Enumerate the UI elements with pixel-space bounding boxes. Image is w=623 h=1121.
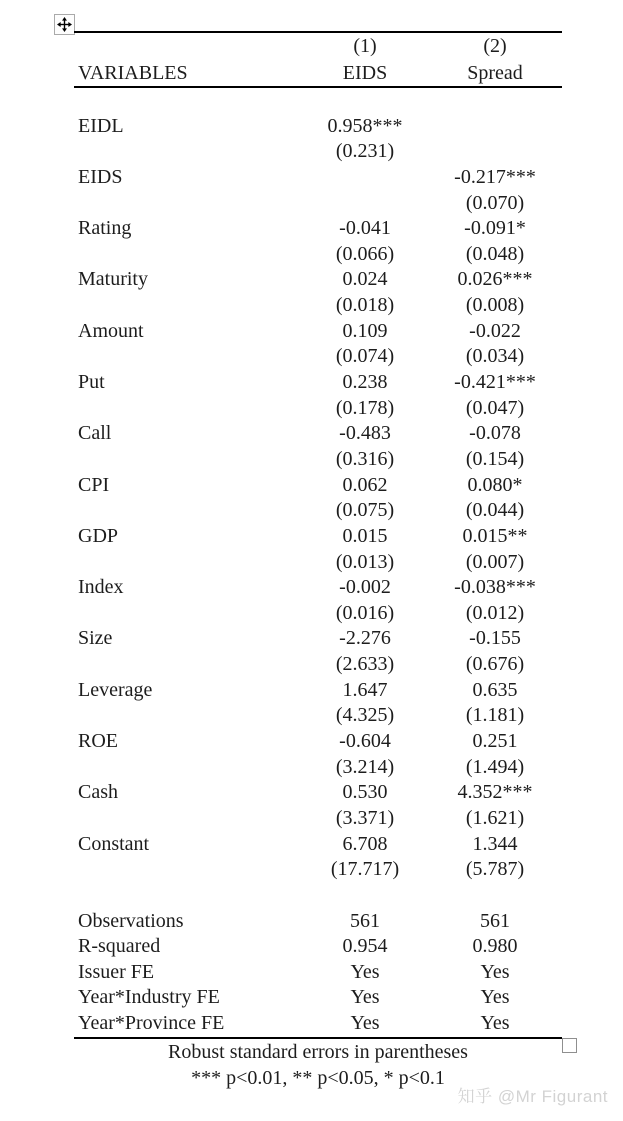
table-move-handle[interactable] xyxy=(54,14,75,35)
col1-value: (3.371) xyxy=(335,806,395,829)
variable-label: CPI xyxy=(78,473,110,496)
variable-label xyxy=(74,88,286,114)
col2-value: Yes xyxy=(480,986,510,1009)
col1-value: 0.954 xyxy=(342,935,388,958)
col1-value: 0.109 xyxy=(342,319,388,342)
variable-label: Observations xyxy=(78,909,184,932)
col1-value: Yes xyxy=(350,960,380,983)
col2-value xyxy=(444,139,546,165)
table-row xyxy=(74,191,562,217)
col1-value: -0.041 xyxy=(339,217,391,240)
variable-label: Maturity xyxy=(78,268,148,291)
col1-value: (0.075) xyxy=(335,499,395,522)
variable-label xyxy=(74,139,286,165)
table-row xyxy=(74,165,562,191)
col2-value xyxy=(444,114,546,140)
col1-value xyxy=(286,883,444,909)
col1-value: (2.633) xyxy=(335,653,395,676)
col1-value: 0.062 xyxy=(342,473,388,496)
variable-label: EIDL xyxy=(78,114,124,137)
table-row xyxy=(74,883,562,909)
variable-label xyxy=(74,883,286,909)
variable-label: Rating xyxy=(78,217,132,240)
col2-value xyxy=(444,88,546,114)
col2-value: 4.352*** xyxy=(457,781,533,804)
col2-value xyxy=(444,883,546,909)
col2-value: (0.044) xyxy=(465,499,525,522)
col1-value xyxy=(286,165,444,191)
variable-label xyxy=(74,703,286,729)
variable-label xyxy=(74,652,286,678)
col2-value: -0.155 xyxy=(469,627,521,650)
variable-label xyxy=(74,396,286,422)
variable-label xyxy=(74,550,286,576)
col1-value xyxy=(286,88,444,114)
table-row xyxy=(74,370,562,396)
table-row xyxy=(74,550,562,576)
table-row xyxy=(74,703,562,729)
col2-value: (5.787) xyxy=(465,858,525,881)
variable-label: ROE xyxy=(78,730,118,753)
table-body xyxy=(74,88,562,1037)
table-row xyxy=(74,1011,562,1037)
variable-label: Year*Province FE xyxy=(78,1012,225,1035)
variable-label: Call xyxy=(78,422,112,445)
col1-value: Yes xyxy=(350,986,380,1009)
col1-value: -0.604 xyxy=(339,730,391,753)
table-row xyxy=(74,652,562,678)
table-row xyxy=(74,498,562,524)
col1-value: 0.958*** xyxy=(327,114,403,137)
col1-value: (0.316) xyxy=(335,447,395,470)
col1-value: 1.647 xyxy=(342,678,388,701)
col2-value: Yes xyxy=(480,1012,510,1035)
col2-value: (1.621) xyxy=(465,806,525,829)
variable-label: Amount xyxy=(78,319,144,342)
table-row xyxy=(74,678,562,704)
table-row xyxy=(74,601,562,627)
variable-label: GDP xyxy=(78,524,119,547)
col2-value: Yes xyxy=(480,960,510,983)
col1-value: 0.238 xyxy=(342,371,388,394)
variable-label xyxy=(74,293,286,319)
note-standard-errors: Robust standard errors in parentheses xyxy=(168,1040,468,1063)
variable-label: EIDS xyxy=(78,165,123,188)
col2-value: (0.048) xyxy=(465,242,525,265)
table-row xyxy=(74,729,562,755)
col2-value: (0.008) xyxy=(465,294,525,317)
col2-value: 0.251 xyxy=(472,730,518,753)
table-row xyxy=(74,780,562,806)
variable-label xyxy=(74,344,286,370)
col1-value: (17.717) xyxy=(330,858,400,881)
table-row xyxy=(74,216,562,242)
table-row xyxy=(74,396,562,422)
col1-value: 6.708 xyxy=(342,832,388,855)
table-row xyxy=(74,909,562,935)
col1-value: (0.066) xyxy=(335,242,395,265)
col1-value: 0.024 xyxy=(342,268,388,291)
column-1-name: EIDS xyxy=(342,61,388,84)
regression-table xyxy=(74,31,562,1091)
col1-value xyxy=(286,191,444,217)
variable-label xyxy=(74,755,286,781)
col1-value: 0.015 xyxy=(342,524,388,547)
table-row xyxy=(74,934,562,960)
col1-value: -0.002 xyxy=(339,576,391,599)
table-row xyxy=(74,832,562,858)
table-row xyxy=(74,344,562,370)
col2-value: 0.080* xyxy=(467,473,523,496)
variable-label xyxy=(74,191,286,217)
col1-value: (0.016) xyxy=(335,601,395,624)
table-row xyxy=(74,447,562,473)
column-2-name: Spread xyxy=(467,61,523,84)
col2-value: -0.038*** xyxy=(454,576,536,599)
table-row xyxy=(74,806,562,832)
col2-value: 0.980 xyxy=(472,935,518,958)
col2-value: -0.022 xyxy=(469,319,521,342)
col2-value: (0.034) xyxy=(465,345,525,368)
table-row xyxy=(74,267,562,293)
table-row xyxy=(74,960,562,986)
variable-label: Leverage xyxy=(78,678,153,701)
table-row xyxy=(74,88,562,114)
table-row xyxy=(74,985,562,1011)
variable-label: Issuer FE xyxy=(78,960,155,983)
variable-label xyxy=(74,806,286,832)
variable-label xyxy=(74,447,286,473)
table-row xyxy=(74,242,562,268)
col2-value: 0.015** xyxy=(462,524,528,547)
variable-label: Index xyxy=(78,576,124,599)
variable-label: R-squared xyxy=(78,935,161,958)
col2-value: (0.154) xyxy=(465,447,525,470)
col1-value: (4.325) xyxy=(335,704,395,727)
col2-value: 1.344 xyxy=(472,832,518,855)
col2-value: -0.217*** xyxy=(454,165,536,188)
table-row xyxy=(74,421,562,447)
table-row xyxy=(74,139,562,165)
col2-value: -0.091* xyxy=(464,217,526,240)
table-row xyxy=(74,857,562,883)
variable-label: Constant xyxy=(78,832,150,855)
col2-value: -0.421*** xyxy=(454,371,536,394)
table-row xyxy=(74,575,562,601)
variables-header: VARIABLES xyxy=(78,61,188,84)
column-1-number: (1) xyxy=(353,35,377,57)
col1-value: (3.214) xyxy=(335,755,395,778)
col2-value: 0.635 xyxy=(472,678,518,701)
col1-value: Yes xyxy=(350,1012,380,1035)
column-2-number: (2) xyxy=(483,35,507,57)
variable-label: Year*Industry FE xyxy=(78,986,220,1009)
col1-value: 561 xyxy=(350,909,380,932)
table-row xyxy=(74,473,562,499)
note-significance: *** p<0.01, ** p<0.05, * p<0.1 xyxy=(191,1066,445,1089)
col2-value: (0.070) xyxy=(465,191,525,214)
col1-value: -0.483 xyxy=(339,422,391,445)
four-way-arrow-icon xyxy=(57,17,72,32)
col1-value: (0.074) xyxy=(335,345,395,368)
col2-value: (0.676) xyxy=(465,653,525,676)
col1-value: (0.018) xyxy=(335,294,395,317)
col2-value: (0.047) xyxy=(465,396,525,419)
empty-header-cell xyxy=(74,33,286,60)
table-row xyxy=(74,319,562,345)
variable-label xyxy=(74,498,286,524)
table-row xyxy=(74,293,562,319)
table-row xyxy=(74,524,562,550)
watermark: 知乎 @Mr Figurant xyxy=(457,1087,608,1106)
col1-value: (0.013) xyxy=(335,550,395,573)
table-resize-handle[interactable] xyxy=(562,1038,577,1053)
col2-value: 0.026*** xyxy=(457,268,533,291)
variable-label: Size xyxy=(78,627,113,650)
variable-label: Cash xyxy=(78,781,118,804)
col1-value: (0.178) xyxy=(335,396,395,419)
col2-value: (1.494) xyxy=(465,755,525,778)
variable-label: Put xyxy=(78,371,105,394)
column-name-row xyxy=(74,60,562,87)
column-number-row xyxy=(74,33,562,60)
col2-value: (0.007) xyxy=(465,550,525,573)
variable-label xyxy=(74,242,286,268)
col2-value: -0.078 xyxy=(469,422,521,445)
table-row xyxy=(74,114,562,140)
col1-value: 0.530 xyxy=(342,781,388,804)
col2-value: (1.181) xyxy=(465,704,525,727)
table-row xyxy=(74,626,562,652)
col1-value: (0.231) xyxy=(335,140,395,163)
col1-value: -2.276 xyxy=(339,627,391,650)
col2-value: (0.012) xyxy=(465,601,525,624)
variable-label xyxy=(74,601,286,627)
col2-value: 561 xyxy=(480,909,510,932)
variable-label xyxy=(74,857,286,883)
table-row xyxy=(74,755,562,781)
